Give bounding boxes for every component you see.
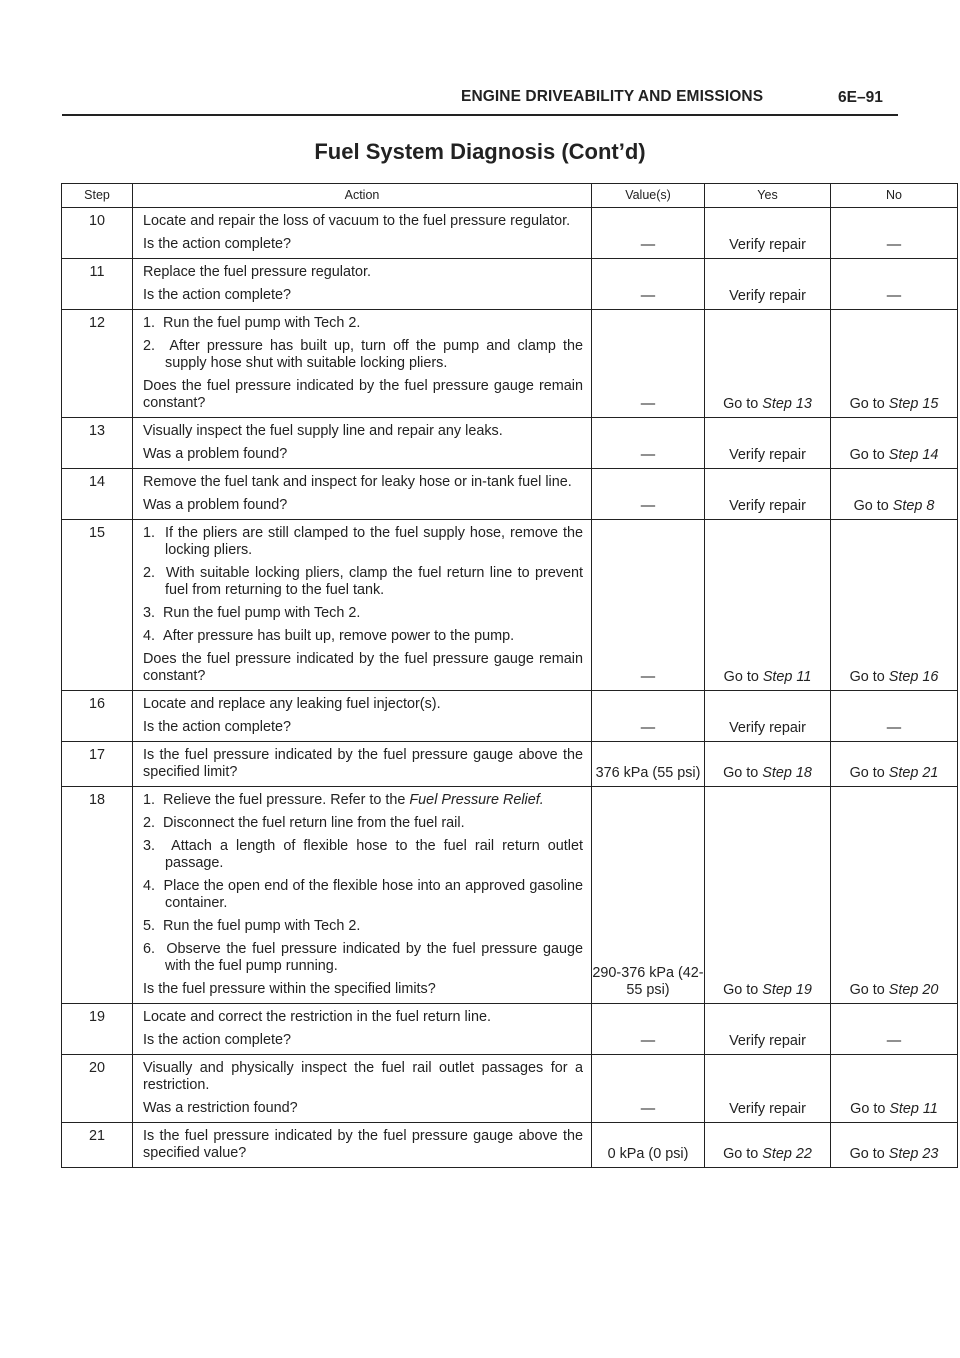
action-cell — [133, 310, 592, 418]
action-list-item — [143, 941, 583, 975]
action-cell — [133, 742, 592, 787]
action-list-item — [143, 628, 583, 645]
page-number: 6E–91 — [838, 89, 883, 106]
column-header-yes: Yes — [705, 184, 831, 208]
list-reference: Fuel Pressure Relief. — [409, 792, 544, 808]
list-text: After pressure has built up, turn off the pump and clamp the supply hose shut with suitable locking pliers. — [165, 338, 583, 371]
table-row — [62, 691, 958, 742]
yes-cell — [705, 520, 831, 691]
yes-result-text: Verify repair — [729, 498, 806, 514]
list-number: 1. — [143, 525, 156, 541]
column-header-step: Step — [62, 184, 133, 208]
step-number: 12 — [62, 310, 133, 418]
list-text: If the pliers are still clamped to the fuel supply hose, remove the locking pliers. — [164, 525, 583, 558]
list-text: After pressure has built up, remove power to the pump. — [163, 628, 515, 644]
column-header-no: No — [831, 184, 958, 208]
list-number: 4. — [143, 878, 156, 894]
action-text: Locate and repair the loss of vacuum to the fuel pressure regulator. — [143, 213, 571, 229]
table-row — [62, 418, 958, 469]
yes-result-text: Verify repair — [729, 237, 806, 253]
action-list-item — [143, 605, 583, 622]
no-cell — [831, 418, 958, 469]
action-list-item — [143, 338, 583, 372]
column-header-values: Value(s) — [592, 184, 705, 208]
list-number: 5. — [143, 918, 156, 934]
yes-cell — [705, 1004, 831, 1055]
no-step-reference: Step 11 — [889, 1101, 938, 1117]
list-text: Run the fuel pump with Tech 2. — [163, 315, 361, 331]
action-question: Is the fuel pressure indicated by the fuel pressure gauge above the specified limit? — [143, 747, 583, 780]
yes-step-reference: Step 19 — [762, 982, 812, 998]
list-text: Place the open end of the flexible hose into an approved gasoline container. — [163, 878, 583, 911]
yes-step-reference: Step 22 — [762, 1146, 812, 1162]
yes-cell — [705, 310, 831, 418]
yes-result-text: Verify repair — [729, 1033, 806, 1049]
list-number: 2. — [143, 815, 156, 831]
list-number: 3. — [143, 838, 156, 854]
list-number: 3. — [143, 605, 156, 621]
value-cell: — — [592, 208, 705, 259]
yes-result-text: Verify repair — [729, 1101, 806, 1117]
yes-cell — [705, 742, 831, 787]
yes-cell — [705, 787, 831, 1004]
action-question: Is the fuel pressure within the specified limits? — [143, 981, 436, 997]
action-cell — [133, 520, 592, 691]
no-step-reference: Step 21 — [888, 765, 939, 781]
list-number: 4. — [143, 628, 156, 644]
column-header-action: Action — [133, 184, 592, 208]
list-text: Run the fuel pump with Tech 2. — [163, 918, 361, 934]
step-number: 10 — [62, 208, 133, 259]
value-cell: — — [592, 310, 705, 418]
action-text: Remove the fuel tank and inspect for leaky hose or in-tank fuel line. — [143, 474, 572, 490]
action-question: Does the fuel pressure indicated by the fuel pressure gauge remain constant? — [143, 651, 583, 684]
no-step-reference: Step 15 — [888, 396, 939, 412]
diagnosis-table — [61, 183, 958, 1168]
action-question: Is the fuel pressure indicated by the fuel pressure gauge above the specified value? — [143, 1128, 583, 1161]
no-cell — [831, 1055, 958, 1123]
no-goto-text: Go to — [849, 1146, 889, 1162]
step-number: 16 — [62, 691, 133, 742]
yes-cell — [705, 469, 831, 520]
list-number: 1. — [143, 315, 156, 331]
step-number: 15 — [62, 520, 133, 691]
no-goto-text: Go to — [849, 982, 889, 998]
page-title: Fuel System Diagnosis (Cont’d) — [314, 139, 646, 164]
yes-cell — [705, 259, 831, 310]
value-cell: — — [592, 418, 705, 469]
action-cell — [133, 1055, 592, 1123]
list-text: Observe the fuel pressure indicated by the fuel pressure gauge with the fuel pump running. — [165, 941, 583, 974]
yes-cell — [705, 691, 831, 742]
action-list-item — [143, 838, 583, 872]
action-text: Visually inspect the fuel supply line and repair any leaks. — [143, 423, 503, 439]
step-number: 14 — [62, 469, 133, 520]
list-number: 1. — [143, 792, 156, 808]
no-goto-text: Go to — [849, 447, 889, 463]
list-text: With suitable locking pliers, clamp the fuel return line to prevent fuel from returning to the fuel tank. — [165, 565, 583, 598]
no-result-text: — — [886, 720, 902, 736]
yes-step-reference: Step 13 — [762, 396, 812, 412]
section-title: ENGINE DRIVEABILITY AND EMISSIONS — [461, 88, 764, 105]
step-number: 21 — [62, 1123, 133, 1168]
action-list-item — [143, 565, 583, 599]
action-cell — [133, 1123, 592, 1168]
yes-result-text: Verify repair — [729, 288, 806, 304]
list-text: Run the fuel pump with Tech 2. — [163, 605, 361, 621]
step-number: 13 — [62, 418, 133, 469]
action-question: Is the action complete? — [143, 719, 291, 735]
yes-step-reference: Step 11 — [762, 669, 812, 685]
no-step-reference: Step 20 — [888, 982, 939, 998]
yes-goto-text: Go to — [723, 396, 763, 412]
list-number: 2. — [143, 565, 156, 581]
table-row — [62, 742, 958, 787]
value-cell: 290-376 kPa (42-55 psi) — [592, 787, 705, 1004]
no-step-reference: Step 16 — [888, 669, 939, 685]
no-step-reference: Step 23 — [888, 1146, 939, 1162]
no-cell — [831, 469, 958, 520]
value-cell: — — [592, 520, 705, 691]
action-text: Locate and correct the restriction in the fuel return line. — [143, 1009, 491, 1025]
table-row — [62, 208, 958, 259]
action-question: Does the fuel pressure indicated by the fuel pressure gauge remain constant? — [143, 378, 583, 411]
yes-cell — [705, 418, 831, 469]
no-cell — [831, 259, 958, 310]
yes-result-text: Verify repair — [729, 720, 806, 736]
action-question: Was a problem found? — [143, 446, 288, 462]
action-cell — [133, 259, 592, 310]
value-cell: — — [592, 259, 705, 310]
no-cell — [831, 742, 958, 787]
no-cell — [831, 691, 958, 742]
no-result-text: — — [886, 288, 902, 304]
list-number: 6. — [143, 941, 156, 957]
yes-step-reference: Step 18 — [762, 765, 812, 781]
no-step-reference: Step 8 — [892, 498, 935, 514]
no-goto-text: Go to — [850, 1101, 890, 1117]
action-list-item — [143, 918, 583, 935]
yes-goto-text: Go to — [723, 765, 763, 781]
action-text: Replace the fuel pressure regulator. — [143, 264, 371, 280]
no-cell — [831, 208, 958, 259]
action-list-item — [143, 815, 583, 832]
action-cell — [133, 787, 592, 1004]
yes-goto-text: Go to — [723, 1146, 763, 1162]
value-cell: 0 kPa (0 psi) — [592, 1123, 705, 1168]
no-cell — [831, 787, 958, 1004]
action-list-item — [143, 878, 583, 912]
step-number: 11 — [62, 259, 133, 310]
yes-cell — [705, 1055, 831, 1123]
no-result-text: — — [886, 237, 902, 253]
no-goto-text: Go to — [849, 396, 889, 412]
action-list-item — [143, 792, 583, 809]
no-cell — [831, 1123, 958, 1168]
no-cell — [831, 520, 958, 691]
table-row — [62, 259, 958, 310]
list-text: Disconnect the fuel return line from the fuel rail. — [163, 815, 465, 831]
action-question: Was a restriction found? — [143, 1100, 298, 1116]
action-list-item — [143, 315, 583, 332]
action-question: Is the action complete? — [143, 287, 291, 303]
table-row — [62, 1123, 958, 1168]
table-row — [62, 1055, 958, 1123]
no-cell — [831, 310, 958, 418]
step-number: 18 — [62, 787, 133, 1004]
step-number: 17 — [62, 742, 133, 787]
action-question: Was a problem found? — [143, 497, 288, 513]
table-header-row — [62, 184, 958, 208]
yes-cell — [705, 1123, 831, 1168]
no-result-text: — — [886, 1033, 902, 1049]
value-cell: — — [592, 469, 705, 520]
yes-cell — [705, 208, 831, 259]
value-cell: — — [592, 691, 705, 742]
action-list-item — [143, 525, 583, 559]
table-row — [62, 1004, 958, 1055]
header-divider — [62, 114, 898, 116]
action-question: Is the action complete? — [143, 236, 291, 252]
yes-goto-text: Go to — [723, 982, 763, 998]
table-row — [62, 787, 958, 1004]
no-goto-text: Go to — [853, 498, 893, 514]
no-goto-text: Go to — [849, 669, 889, 685]
action-cell — [133, 418, 592, 469]
value-cell: — — [592, 1055, 705, 1123]
action-cell — [133, 1004, 592, 1055]
value-cell: — — [592, 1004, 705, 1055]
action-text: Locate and replace any leaking fuel injector(s). — [143, 696, 441, 712]
step-number: 19 — [62, 1004, 133, 1055]
action-text: Visually and physically inspect the fuel rail outlet passages for a restriction. — [143, 1060, 583, 1093]
step-number: 20 — [62, 1055, 133, 1123]
value-cell: 376 kPa (55 psi) — [592, 742, 705, 787]
action-cell — [133, 691, 592, 742]
no-cell — [831, 1004, 958, 1055]
action-cell — [133, 469, 592, 520]
action-cell — [133, 208, 592, 259]
yes-goto-text: Go to — [723, 669, 763, 685]
list-number: 2. — [143, 338, 156, 354]
yes-result-text: Verify repair — [729, 447, 806, 463]
no-step-reference: Step 14 — [888, 447, 939, 463]
list-text: Relieve the fuel pressure. Refer to the — [163, 792, 410, 808]
list-text: Attach a length of flexible hose to the fuel rail return outlet passage. — [165, 838, 584, 871]
table-row — [62, 520, 958, 691]
table-row — [62, 310, 958, 418]
no-goto-text: Go to — [849, 765, 889, 781]
action-question: Is the action complete? — [143, 1032, 291, 1048]
table-row — [62, 469, 958, 520]
